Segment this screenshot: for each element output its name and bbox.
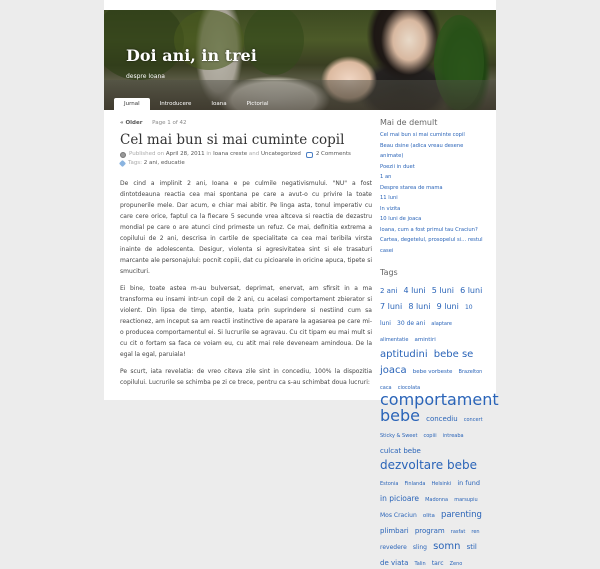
tag-link[interactable]: concert xyxy=(463,417,483,423)
recent-post-link[interactable]: Beau dsine (adica vreau desene animate) xyxy=(380,142,464,159)
page-wrapper xyxy=(104,0,499,567)
in-label: in xyxy=(206,151,212,157)
older-link[interactable]: « Older xyxy=(120,120,143,126)
tag-link[interactable]: 5 luni xyxy=(431,286,454,295)
nav-item-ioana[interactable]: Ioana xyxy=(211,101,227,107)
header-image xyxy=(104,10,496,110)
and-label: and xyxy=(248,151,260,157)
tag-link[interactable]: Talin xyxy=(414,561,426,567)
tag-link[interactable]: copiii xyxy=(423,433,437,439)
paragraph: De cind a implinit 2 ani, Ioana e pe culmile negativismului. "NU" a fost dintotdeauna reactia cea mai spontana pe care a avut-o cu privire la toate propunerile mele. Dar acum, e chiar mai abitir. Pe linga asta, tonul imperativ cu care cere orice, faptul ca la fiecare 5 secunde vrea altceva si reactia de dezastru mondial pe care o are atunci cind primeste un refuz. Ce mai, definitia extrema a copilului de 2 ani, descrisa in cartile de specialitate ca cea mai teribila virsta inainte de adolescenta. Desigur, violenta si agresivitatea sint si ele trasaturi marcante ale personajului: pocnit copiii, dat cu picioarele in oricine apuca, tipete si smucituri. xyxy=(120,180,372,275)
tag-link[interactable]: caca xyxy=(380,385,392,391)
category-link-uncategorized[interactable]: Uncategorized xyxy=(260,151,301,157)
recent-post-link[interactable]: Cel mai bun si mai cuminte copil xyxy=(380,132,465,138)
sidebar xyxy=(380,118,499,568)
tag-link[interactable]: culcat bebe xyxy=(380,447,421,455)
tag-link[interactable]: 30 de ani xyxy=(397,320,426,327)
tag-link[interactable]: concediu xyxy=(426,415,458,423)
tag-link[interactable]: bebe se joaca xyxy=(380,349,474,376)
recent-post-link[interactable]: Ioana, cum a fost primul tau Craciun? xyxy=(380,226,478,233)
tag-link[interactable]: Zeno xyxy=(449,561,463,567)
post-title[interactable]: Cel mai bun si mai cuminte copil xyxy=(120,132,345,148)
tag-link[interactable]: 10 luni xyxy=(380,304,473,327)
tag-link[interactable]: amintiri xyxy=(414,337,436,343)
tag-link[interactable]: stil de viata xyxy=(380,543,477,567)
tag-link[interactable]: tarc xyxy=(431,560,444,567)
tag-link[interactable]: revedere xyxy=(380,544,407,551)
main-content xyxy=(120,120,372,394)
tag-link[interactable]: 4 luni xyxy=(403,286,426,295)
tag-link[interactable]: in fund xyxy=(457,479,480,487)
tag-link[interactable]: 8 luni xyxy=(408,302,431,311)
tag-link[interactable]: 2 ani xyxy=(380,287,398,295)
tag-link[interactable]: Mos Craciun xyxy=(380,512,417,519)
tag-link[interactable]: in picioare xyxy=(380,494,419,503)
recent-post-link[interactable]: Cartea, degetelul, prosopelul si… restul casei xyxy=(380,237,483,254)
tag-icon xyxy=(119,160,126,167)
recent-post-link[interactable]: 10 luni de joaca xyxy=(380,216,422,222)
tags-links[interactable]: 2 ani, educatie xyxy=(143,160,185,166)
tag-link[interactable]: Estonia xyxy=(380,481,399,487)
tag-link[interactable]: 7 luni xyxy=(380,302,403,311)
paragraph: Pe scurt, iata revelatia: de vreo citeva zile sint in concediu, 100% la dispozitia copilului. Lucrurile se schimba pe zi ce trece, pentru ca s-au schimbat doua lucruri: xyxy=(120,368,372,386)
tag-link[interactable]: program xyxy=(414,527,445,535)
nav-item-introducere[interactable]: Introducere xyxy=(159,101,192,107)
pagination xyxy=(120,120,372,126)
tag-link[interactable]: bebe vorbeste xyxy=(412,369,453,375)
tag-link[interactable]: dezvoltare bebe xyxy=(380,458,478,472)
tag-link[interactable]: intreaba xyxy=(442,433,464,439)
tag-link[interactable]: Brazelton xyxy=(458,369,483,375)
tag-cloud xyxy=(380,280,499,568)
tag-link[interactable]: somn xyxy=(433,541,461,552)
tag-link[interactable]: ciocolata xyxy=(397,385,421,391)
tag-link[interactable]: Sticky & Sweet xyxy=(380,433,418,439)
tag-link[interactable]: parenting xyxy=(440,510,482,520)
tag-link[interactable]: comportament bebe xyxy=(380,390,499,425)
recent-posts-title: Mai de demult xyxy=(380,118,438,127)
site-description: despre Ioana xyxy=(126,73,165,80)
post-tags xyxy=(120,159,372,168)
comment-icon xyxy=(306,152,313,158)
tag-link[interactable]: Finlanda xyxy=(404,481,426,487)
comments-link[interactable]: 2 Comments xyxy=(315,151,351,157)
tag-link[interactable]: 6 luni xyxy=(460,286,483,295)
recent-posts-list xyxy=(380,130,486,256)
clock-icon xyxy=(120,152,126,158)
site-title[interactable]: Doi ani, in trei xyxy=(126,46,257,65)
tag-link[interactable]: olita xyxy=(422,513,435,519)
nav-item-jurnal[interactable]: Jurnal xyxy=(114,98,150,110)
published-label: Published on xyxy=(129,151,165,157)
tag-link[interactable]: plimbari xyxy=(380,527,409,535)
recent-post-link[interactable]: Despre starea de mama xyxy=(380,184,443,191)
tags-title: Tags xyxy=(380,268,398,277)
page-indicator: Page 1 of 42 xyxy=(152,120,187,126)
tag-link[interactable]: 9 luni xyxy=(436,302,459,311)
post-date: April 28, 2011 xyxy=(165,151,205,157)
tag-link[interactable]: alimentatie xyxy=(380,337,409,343)
post-meta xyxy=(120,150,372,159)
tags-label: Tags: xyxy=(128,160,143,166)
tag-link[interactable]: alaptare xyxy=(431,321,452,327)
recent-post-link[interactable]: Poezii in duet xyxy=(380,163,415,170)
tag-link[interactable]: marsupiu xyxy=(454,497,478,503)
tag-link[interactable]: aptitudini xyxy=(380,349,428,360)
tag-link[interactable]: Madonna xyxy=(425,497,449,503)
category-link-ioana-creste[interactable]: Ioana creste xyxy=(213,151,248,157)
tag-link[interactable]: sling xyxy=(412,544,427,551)
tag-link[interactable]: Helsinki xyxy=(431,481,452,487)
paragraph: Ei bine, toate astea m-au bulversat, deprimat, enervat, am sfirsit in a ma transforma eu insami intr-un copil de 2 ani, cu acelasi comportament zbierator si violent. Din lipsa de timp, atentie, luata prin suprindere si nestiind cum sa reactionez, am inceput sa am reactii instinctive de aparare la agasarea pe care mi-o producea comportamentul ei. Si lucrurile se agravau. Cu cit tipam eu mai mult si cu cit o fortam sa faca ce voiam eu, cu atit mai rele deveneam amindoua. De la egal la egal, paruiala! xyxy=(120,285,372,358)
main-nav xyxy=(114,98,279,110)
post-body xyxy=(120,178,372,388)
recent-post-link[interactable]: 1 an xyxy=(380,174,392,180)
nav-item-pictorial[interactable]: Pictorial xyxy=(246,101,269,107)
recent-post-link[interactable]: In vizita xyxy=(380,205,401,212)
tag-link[interactable]: rasfat xyxy=(450,529,466,535)
tag-link[interactable]: ren xyxy=(471,529,480,535)
recent-post-link[interactable]: 11 luni xyxy=(380,195,398,201)
